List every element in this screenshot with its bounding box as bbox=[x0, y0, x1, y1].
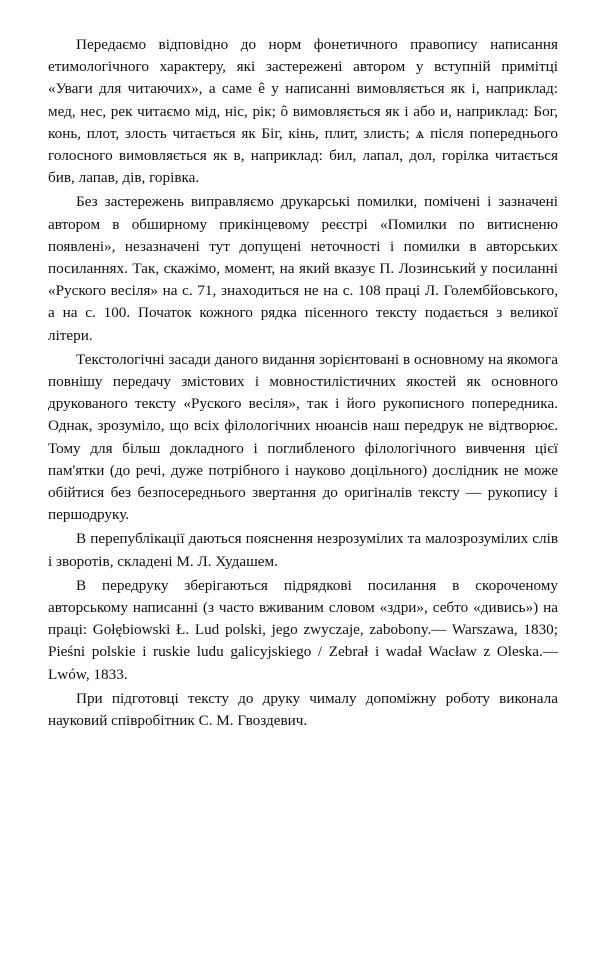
paragraph-corrections: Без застережень виправляємо друкарські помилки, помічені і зазначені автором в обширному прикінцевому реєстрі «Помилки по витисненю появлені», незазначені тут допущені неточності і помилки в авторських посиланнях. Так, скажімо, момент, на який вказує П. Лозинський у посиланні «Руского весіля» на с. 71, знаходиться не на с. 108 праці Л. Голембйовського, а на с. 100. Початок кожного рядка пісенного тексту подається з великої літери. bbox=[48, 193, 558, 344]
paragraph-textology: Текстологічні засади даного видання зорієнтовані в основному на якомога повнішу передачу змістових і мовностилістичних якостей як основного друкованого тексту «Руского весіля», так і його рукописного попередника. Однак, зрозуміло, що всіх філологічних нюансів наш передрук не відтворює. Тому для більш докладного і поглибленого філологічного вивчення цієї пам'ятки (до речі, дуже потрібного і науково доцільного) дослідник не може обійтися без безпосереднього звертання до оригіналів тексту — рукопису і першодруку. bbox=[48, 350, 558, 524]
paragraph-glossary: В перепублікації даються пояснення незрозумілих та малозрозумілих слів і зворотів, складені М. Л. Худашем. bbox=[48, 530, 558, 570]
paragraph-orthography: Передаємо відповідно до норм фонетичного правопису написання етимологічного характеру, які застережені автором у вступній примітці «Уваги для читаючих», а саме ê у написанні вимовляється як і, наприклад: мед, нес, рек читаємо мід, ніс, рік; ô вимовляється як і або и, наприклад: Бог, конь, плот, злость читається як Біг, кінь, плит, злисть; ѧ після попереднього голосного вимовляється як в, наприклад: бил, лапал, дол, горілка читається бив, лапав, дів, горівка. bbox=[48, 36, 558, 187]
paragraph-footnotes: В передруку зберігаються підрядкові посилання в скороченому авторському написанні (з часто вживаним словом «здри», себто «дивись») на праці: Gołębiowski Ł. Lud polski, jego zwyczaje, zabobony.— Warszawa, 1830; Pieśni polskie i ruskie ludu galicyjskiego / Zebrał i wadał Wacław z Oleska.— Lwów, 1833. bbox=[48, 576, 558, 683]
paragraph-acknowledgement: При підготовці тексту до друку чималу допоміжну роботу виконала науковий співробітник С. М. Гвоздевич. bbox=[48, 689, 558, 730]
